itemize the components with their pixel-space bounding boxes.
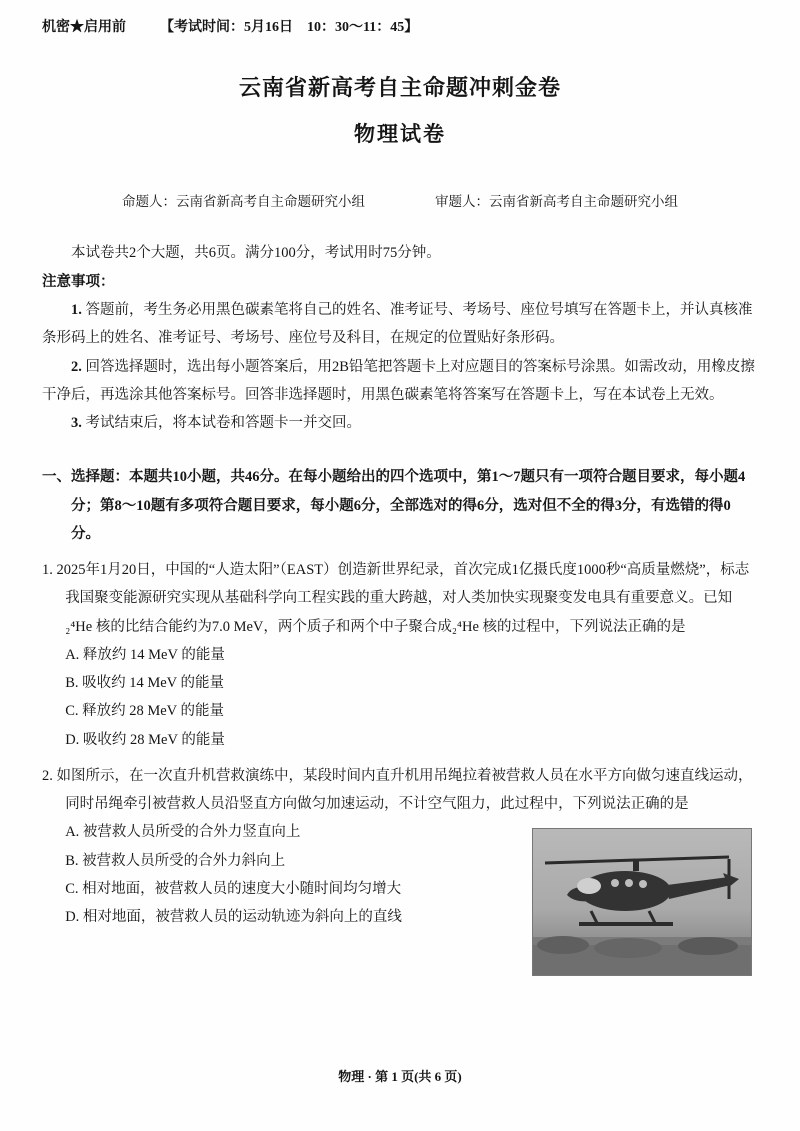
question-number: 1. [42, 562, 53, 579]
reviewer-label: 审题人：云南省新高考自主命题研究小组 [435, 194, 678, 210]
option-c: C. 相对地面，被营救人员的速度大小随时间均匀增大 [65, 881, 402, 898]
notice-item-number: 2. [71, 358, 82, 375]
question-2-block [42, 762, 758, 932]
page-subtitle: 物理试卷 [354, 122, 446, 147]
option-b: B. 吸收约 14 MeV 的能量 [65, 675, 225, 692]
exam-intro: 本试卷共2个大题，共6页。满分100分，考试用时75分钟。 [71, 245, 441, 262]
notice-heading: 注意事项： [42, 273, 115, 290]
notice-item-text: 回答选择题时，选出每小题答案后，用2B铅笔把答题卡上对应题目的答案标号涂黑。如需改动，用橡皮擦干净后，再选涂其他答案标号。回答非选择题时，用黑色碳素笔将答案写在答题卡上，写在本试卷上无效。 [42, 358, 755, 403]
question-stem: 如图所示，在一次直升机营救演练中，某段时间内直升机用吊绳拉着被营救人员在水平方向做匀速直线运动，同时吊绳牵引被营救人员沿竖直方向做匀加速运动，不计空气阻力，此过程中，下列说法正确的是 [52, 767, 753, 813]
notice-item-number: 3. [71, 415, 82, 432]
page-footer: 物理 · 第 1 页(共 6 页) [338, 1068, 462, 1084]
page-header [42, 14, 758, 41]
section-heading: 一、选择题：本题共10小题，共46分。在每小题给出的四个选项中，第1～7题只有一项符合题目要求，每小题4分；第8～10题有多项符合题目要求，每小题6分，全部选对的得6分，选对但不全的得3分，有选错的得0分。 [42, 469, 746, 542]
page-title: 云南省新高考自主命题冲刺金卷 [238, 75, 561, 101]
option-d: D. 吸收约 28 MeV 的能量 [65, 731, 225, 748]
notice-item-text: 考试结束后，将本试卷和答题卡一并交回。 [81, 415, 361, 432]
question-2 [42, 762, 758, 819]
option-c: C. 释放约 28 MeV 的能量 [65, 703, 225, 720]
notice-item-3 [42, 409, 758, 437]
helicopter-photo [532, 828, 752, 976]
authors-row [42, 189, 758, 215]
notice-item-text: 答题前，考生务必用黑色碳素笔将自己的姓名、准考证号、考场号、座位号填写在答题卡上，并认真核准条形码上的姓名、准考证号、考场号、座位号及科目，在规定的位置贴好条形码。 [42, 301, 753, 347]
notice-item-2 [42, 353, 758, 410]
helicopter-illustration [533, 829, 751, 975]
proposer-label: 命题人：云南省新高考自主命题研究小组 [122, 194, 365, 210]
option-a: A. 释放约 14 MeV 的能量 [65, 646, 225, 663]
option-b: B. 被营救人员所受的合外力斜向上 [65, 852, 286, 869]
question-number: 2. [42, 767, 53, 784]
question-1 [42, 556, 758, 641]
question-1-options [42, 641, 758, 754]
option-a: A. 被营救人员所受的合外力竖直向上 [65, 824, 301, 841]
confidential-label: 机密★启用前 [42, 20, 126, 35]
exam-time-label: 【考试时间：5月16日 10：30～11：45】 [160, 20, 419, 35]
option-d: D. 相对地面，被营救人员的运动轨迹为斜向上的直线 [65, 909, 402, 926]
question-stem: 2025年1月20日，中国的“人造太阳”（EAST）创造新世界纪录，首次完成1亿摄氏度1000秒“高质量燃烧”，标志我国聚变能源研究实现从基础科学向工程实践的重大跨越，对人类加快实现聚变发电具有重要意义。已知₂⁴He 核的比结合能约为7.0 MeV，两个质子和两个中子聚合成₂⁴He 核的过程中，下列说法正确的是 [52, 562, 750, 635]
notice-item-1 [42, 296, 758, 353]
notice-item-number: 1. [71, 301, 82, 318]
